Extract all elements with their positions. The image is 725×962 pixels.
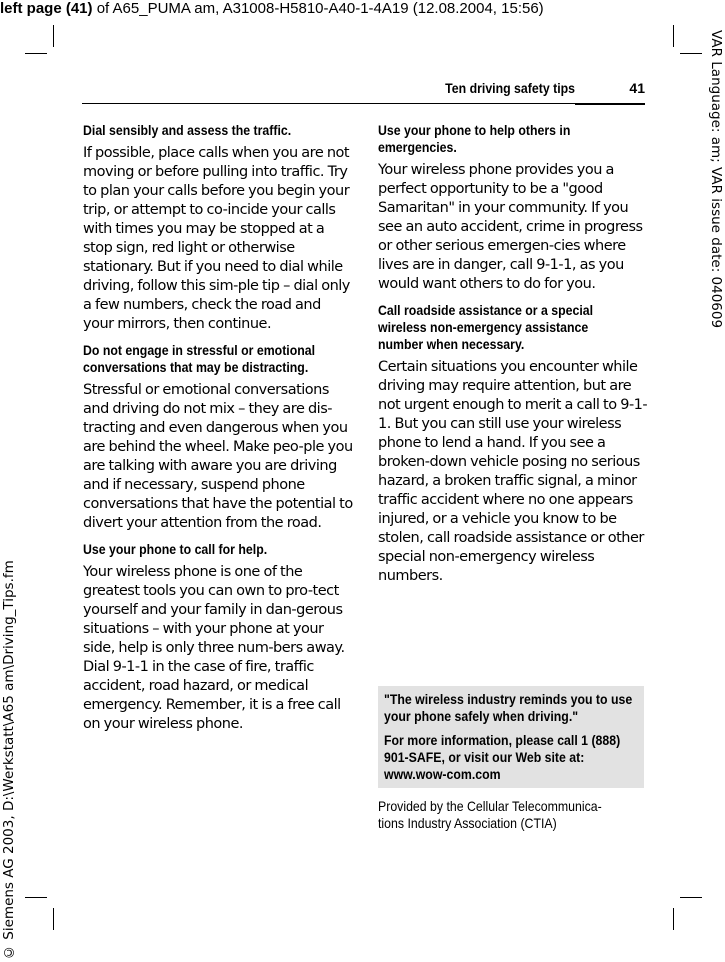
ctia-callout-box [378, 686, 644, 788]
var-language-note: VAR Language: am; VAR issue date: 040609 [708, 30, 724, 329]
right-column [378, 122, 648, 594]
crop-mark [673, 25, 674, 47]
crop-mark [680, 53, 702, 54]
crop-mark [25, 897, 47, 898]
safety-tip-heading: Call roadside assistance or a special wireless non-emergency assistance number when necessary. [378, 302, 594, 352]
safety-tip-section [378, 122, 648, 294]
print-header-label: left page (41) [0, 0, 93, 17]
crop-mark [673, 908, 674, 930]
safety-tip-body: Your wireless phone provides you a perfect opportunity to be a "good Samaritan" in your community. If you see an auto accident, crime in progress or other serious emergen-cies where lives are in danger, call 9-1-1, as you would want others to do for you. [378, 162, 643, 292]
safety-tip-heading: Do not engage in stressful or emotional conversations that may be distracting. [83, 342, 316, 375]
safety-tip-body: Certain situations you encounter while driving may require attention, but are not urgent enough to merit a call to 9-1-1. But you can still use your wireless phone to lend a hand. If you see a broken-down vehicle posing no serious hazard, a broken traffic signal, a minor traffic accident where no one appears injured, or a vehicle you know to be stolen, call roadside assistance or other special non-emergency wireless numbers. [378, 359, 648, 584]
safety-tip-body: Stressful or emotional conversations and driving do not mix – they are dis-tracting and even dangerous when you are behind the wheel. Make peo-ple you are talking with aware you are driving and if necessary, suspend phone conversations that have the potential to divert your attention from the road. [83, 382, 353, 531]
running-header-title: Ten driving safety tips [445, 80, 575, 96]
copyright-file-path: © Siemens AG 2003, D:\Werkstatt\A65 am\Driving_Tips.fm [1, 560, 17, 960]
page-number: 41 [629, 80, 645, 96]
callout-reminder: "The wireless industry reminds you to use your phone safely when driving." [384, 691, 633, 724]
header-rule [82, 103, 575, 104]
safety-tip-body: If possible, place calls when you are not moving or before pulling into traffic. Try to plan your calls before you begin your trip, or attempt to co-incide your calls with times you may be stopped at a stop sign, red light or otherwise stationary. But if you need to dial while driving, follow this sim-ple tip – dial only a few numbers, check the road and your mirrors, then continue. [83, 145, 350, 332]
print-header-details: of A65_PUMA am, A31008-H5810-A40-1-4A19 (12.08.2004, 15:56) [92, 0, 544, 17]
crop-mark [53, 908, 54, 930]
crop-mark [25, 53, 47, 54]
left-column [83, 122, 353, 742]
safety-tip-section [83, 541, 353, 734]
safety-tip-section [83, 122, 353, 334]
safety-tip-heading: Use your phone to help others in emergencies. [378, 122, 571, 155]
safety-tip-section [378, 302, 648, 586]
safety-tip-body: Your wireless phone is one of the greatest tools you can own to pro-tect yourself and your family in dan-gerous situations – with your phone at your side, help is only three num-bers away. Dial 9-1-1 in the case of fire, traffic accident, road hazard, or medical emergency. Remember, it is a free call on your wireless phone. [83, 564, 345, 732]
print-header [0, 0, 725, 20]
callout-contact-info: For more information, please call 1 (888) 901-SAFE, or visit our Web site at: www.wow-com.com [384, 732, 621, 782]
header-rule-page [575, 103, 645, 105]
safety-tip-heading: Dial sensibly and assess the traffic. [83, 122, 292, 138]
crop-mark [680, 897, 702, 898]
safety-tip-heading: Use your phone to call for help. [83, 541, 268, 557]
ctia-footnote: Provided by the Cellular Telecommunica-tions Industry Association (CTIA) [378, 798, 602, 831]
safety-tip-section [83, 342, 353, 533]
crop-mark [53, 25, 54, 47]
